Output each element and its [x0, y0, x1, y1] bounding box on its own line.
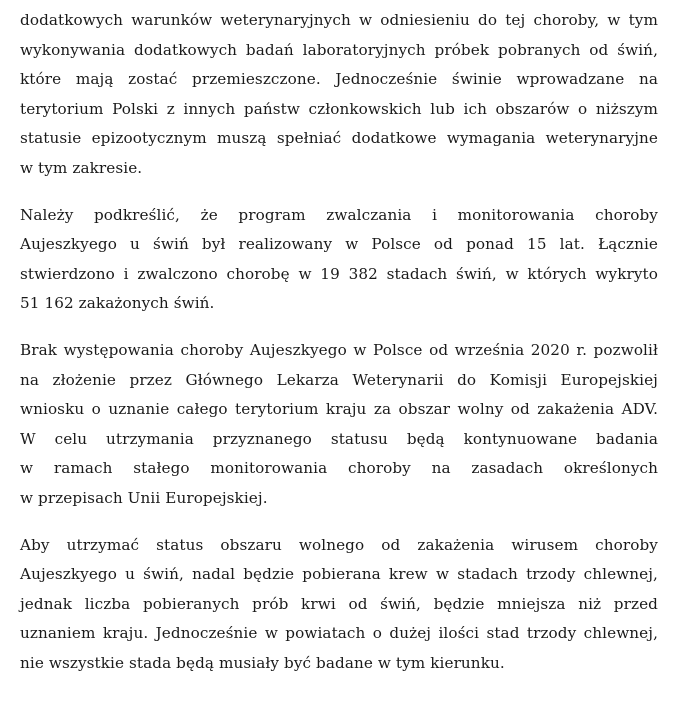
text-line: w przepisach Unii Europejskiej. [20, 488, 268, 507]
text-line: 51 162 zakażonych świń. [20, 294, 215, 313]
text-line: jednak liczba pobieranych prób krwi od świń, będzie mniejsza niż przed [20, 594, 658, 613]
paragraph-maintaining-status [20, 531, 658, 679]
text-line: w ramach stałego monitorowania choroby na zasadach określonych [20, 459, 658, 478]
text-line: Brak występowania choroby Aujeszkyego w Polsce od września 2020 r. pozwolił [20, 340, 658, 359]
text-line: Aujeszkyego u świń był realizowany w Polsce od ponad 15 lat. Łącznie [20, 235, 658, 254]
text-line: Należy podkreślić, że program zwalczania i monitorowania choroby [20, 205, 658, 224]
document-page [20, 6, 658, 695]
text-line: wniosku o uznanie całego terytorium kraju za obszar wolny od zakażenia ADV. [20, 400, 658, 419]
paragraph-free-status-application [20, 336, 658, 514]
paragraph-veterinary-requirements [20, 6, 658, 184]
text-line: Aujeszkyego u świń, nadal będzie pobierana krew w stadach trzody chlewnej, [20, 565, 658, 584]
text-line: stwierdzono i zwalczono chorobę w 19 382 stadach świń, w których wykryto [20, 264, 658, 283]
text-line: W celu utrzymania przyznanego statusu będą kontynuowane badania [20, 429, 658, 448]
text-line: dodatkowych warunków weterynaryjnych w odniesieniu do tej choroby, w tym [20, 11, 658, 29]
text-line: wykonywania dodatkowych badań laboratoryjnych próbek pobranych od świń, [20, 40, 658, 59]
text-line: które mają zostać przemieszczone. Jednocześnie świnie wprowadzane na [20, 70, 658, 89]
text-line: terytorium Polski z innych państw członkowskich lub ich obszarów o niższym [20, 99, 658, 118]
text-line: nie wszystkie stada będą musiały być badane w tym kierunku. [20, 653, 505, 672]
text-line: w tym zakresie. [20, 158, 143, 177]
paragraph-eradication-program [20, 201, 658, 319]
text-line: statusie epizootycznym muszą spełniać dodatkowe wymagania weterynaryjne [20, 129, 658, 148]
text-line: na złożenie przez Głównego Lekarza Weterynarii do Komisji Europejskiej [20, 370, 658, 389]
text-line: Aby utrzymać status obszaru wolnego od zakażenia wirusem choroby [20, 535, 658, 554]
text-line: uznaniem kraju. Jednocześnie w powiatach o dużej ilości stad trzody chlewnej, [20, 624, 658, 643]
